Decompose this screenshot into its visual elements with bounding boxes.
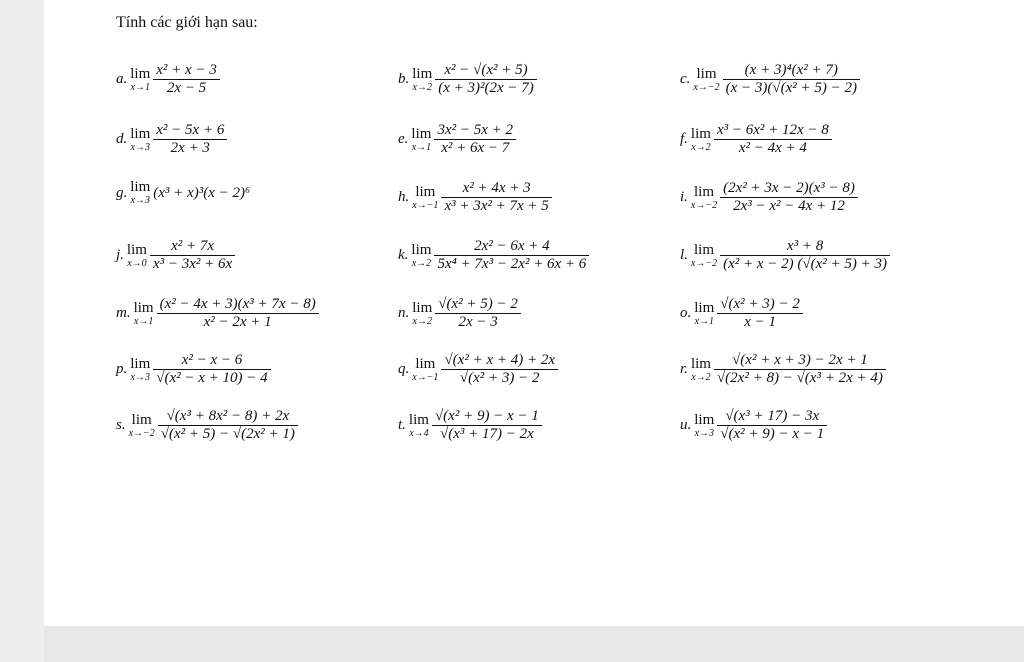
- fraction: [435, 62, 537, 97]
- limit-operator: lim x→1: [133, 299, 154, 327]
- limit-operator: lim x→3: [130, 355, 151, 383]
- fraction: [150, 238, 235, 273]
- limit-problem-r: [680, 352, 886, 387]
- numerator: x² − 5x + 6: [156, 122, 225, 138]
- limit-approach: x→1: [133, 315, 154, 327]
- limit-approach: x→−2: [690, 199, 718, 211]
- limit-approach: x→3: [130, 371, 150, 383]
- limit-operator: lim x→0: [126, 241, 147, 269]
- numerator: x² + 7x: [171, 238, 215, 254]
- numerator: x² + x − 3: [156, 62, 217, 78]
- limit-problem-o: [680, 296, 803, 331]
- limit-problem-i: [680, 180, 858, 215]
- denominator: x² − 2x + 1: [203, 314, 272, 330]
- problem-label: t.: [398, 417, 406, 433]
- problem-label: g.: [116, 184, 128, 201]
- limit-operator: lim x→4: [408, 411, 429, 439]
- limit-operator: lim x→2: [690, 355, 711, 383]
- fraction: [717, 296, 803, 331]
- denominator: √(x² + 3) − 2: [459, 370, 540, 386]
- limit-operator: lim x→2: [411, 241, 432, 269]
- numerator: √(x³ + 8x² − 8) + 2x: [166, 408, 290, 424]
- fraction: [153, 122, 227, 157]
- numerator: 2x² − 6x + 4: [474, 238, 550, 254]
- limit-operator: lim x→−1: [412, 355, 439, 383]
- limit-operator: lim x→3: [694, 411, 715, 439]
- limit-approach: x→2: [691, 371, 711, 383]
- limit-approach: x→2: [411, 257, 432, 269]
- limit-problem-g: [116, 180, 250, 206]
- limit-problem-s: [116, 408, 298, 443]
- problem-label: n.: [398, 305, 410, 321]
- fraction: [435, 296, 521, 331]
- numerator: √(x² + x + 4) + 2x: [444, 352, 555, 368]
- limit-operator: lim x→1: [130, 65, 151, 93]
- numerator: (x² − 4x + 3)(x³ + 7x − 8): [159, 296, 316, 312]
- limit-problem-c: [680, 62, 860, 97]
- limit-problem-q: [398, 352, 558, 387]
- denominator: √(x³ + 17) − 2x: [440, 426, 534, 442]
- problem-label: m.: [116, 305, 131, 321]
- fraction: [720, 180, 858, 215]
- fraction: [714, 122, 832, 157]
- limit-approach: x→−1: [412, 199, 439, 211]
- limit-approach: x→3: [130, 141, 150, 153]
- problem-label: i.: [680, 189, 688, 205]
- limit-approach: x→−1: [412, 371, 439, 383]
- limit-operator: lim x→−2: [690, 183, 718, 211]
- numerator: x² − √(x² + 5): [444, 62, 528, 78]
- denominator: √(x² + 5) − √(2x² + 1): [160, 426, 295, 442]
- limit-approach: x→1: [694, 315, 714, 327]
- limit-problem-d: [116, 122, 227, 157]
- page-bottom-edge: [44, 626, 1024, 662]
- fraction: [723, 62, 860, 97]
- fraction: [720, 238, 890, 273]
- limit-approach: x→0: [127, 257, 147, 269]
- numerator: √(x² + 5) − 2: [438, 296, 518, 312]
- denominator: x − 1: [744, 314, 776, 330]
- limit-approach: x→2: [412, 315, 432, 327]
- denominator: 5x⁴ + 7x³ − 2x² + 6x + 6: [437, 256, 587, 272]
- fraction: [717, 408, 827, 443]
- denominator: x³ + 3x² + 7x + 5: [444, 198, 549, 214]
- limit-problem-t: [398, 408, 542, 443]
- fraction: [153, 352, 270, 387]
- limit-operator: lim x→−2: [128, 411, 155, 439]
- denominator: 2x + 3: [170, 140, 210, 156]
- numerator: √(x² + 9) − x − 1: [434, 408, 539, 424]
- numerator: (2x² + 3x − 2)(x³ − 8): [723, 180, 855, 196]
- limit-approach: x→−2: [690, 257, 718, 269]
- limit-approach: x→1: [411, 141, 432, 153]
- numerator: x² + 4x + 3: [462, 180, 531, 196]
- problem-label: q.: [398, 361, 410, 377]
- limit-approach: x→1: [130, 81, 150, 93]
- denominator: 2x³ − x² − 4x + 12: [733, 198, 845, 214]
- problem-label: e.: [398, 131, 409, 147]
- denominator: x² + 6x − 7: [441, 140, 510, 156]
- problem-label: p.: [116, 361, 128, 377]
- problem-label: l.: [680, 247, 688, 263]
- denominator: (x² + x − 2) (√(x² + 5) + 3): [723, 256, 888, 272]
- numerator: √(x² + x + 3) − 2x + 1: [732, 352, 868, 368]
- denominator: √(2x² + 8) − √(x³ + 2x + 4): [716, 370, 883, 386]
- fraction: [714, 352, 886, 387]
- fraction: [432, 408, 542, 443]
- problem-label: j.: [116, 247, 124, 263]
- limit-approach: x→2: [412, 81, 432, 93]
- fraction: [153, 62, 220, 97]
- fraction: [434, 238, 589, 273]
- limit-problem-p: [116, 352, 271, 387]
- limit-problem-e: [398, 122, 516, 157]
- limit-problem-a: [116, 62, 220, 97]
- limit-approach: x→−2: [128, 427, 155, 439]
- limit-problem-f: [680, 122, 832, 157]
- numerator: (x + 3)⁴(x² + 7): [744, 62, 838, 78]
- problem-label: r.: [680, 361, 688, 377]
- limit-operator: lim x→−1: [412, 183, 439, 211]
- limit-operator: lim x→3: [130, 179, 151, 206]
- limit-problem-m: [116, 296, 319, 331]
- problem-label: h.: [398, 189, 410, 205]
- limit-approach: x→3: [694, 427, 714, 439]
- problem-label: u.: [680, 417, 692, 433]
- denominator: 2x − 5: [166, 80, 207, 96]
- page-title: Tính các giới hạn sau:: [116, 14, 258, 31]
- limit-problem-b: [398, 62, 537, 97]
- fraction: [158, 408, 298, 443]
- limit-operator: lim x→−2: [690, 241, 718, 269]
- limit-operator: lim x→1: [694, 299, 715, 327]
- limit-problem-n: [398, 296, 521, 331]
- fraction: [434, 122, 516, 157]
- fraction: [157, 296, 319, 331]
- limit-problem-k: [398, 238, 589, 273]
- denominator: √(x² + 9) − x − 1: [720, 426, 825, 442]
- limit-expression: (x³ + x)³(x − 2)⁶: [153, 184, 251, 201]
- limit-operator: lim x→2: [412, 299, 433, 327]
- denominator: x³ − 3x² + 6x: [152, 256, 233, 272]
- denominator: (x + 3)²(2x − 7): [438, 80, 534, 96]
- limit-operator: lim x→2: [690, 125, 711, 153]
- numerator: √(x³ + 17) − 3x: [725, 408, 820, 424]
- fraction: [441, 180, 551, 215]
- limit-operator: lim x→3: [130, 125, 151, 153]
- limit-problem-u: [680, 408, 827, 443]
- problem-label: d.: [116, 131, 128, 147]
- denominator: (x − 3)(√(x² + 5) − 2): [725, 80, 857, 96]
- limit-problem-l: [680, 238, 890, 273]
- denominator: 2x − 3: [458, 314, 498, 330]
- numerator: x³ + 8: [786, 238, 824, 254]
- problem-label: b.: [398, 71, 410, 87]
- problem-label: a.: [116, 71, 128, 87]
- problem-label: k.: [398, 247, 409, 263]
- numerator: x³ − 6x² + 12x − 8: [716, 122, 829, 138]
- limit-approach: x→4: [409, 427, 429, 439]
- numerator: √(x² + 3) − 2: [720, 296, 800, 312]
- denominator: √(x² − x + 10) − 4: [156, 370, 268, 386]
- fraction: [441, 352, 558, 387]
- limit-problem-j: [116, 238, 235, 273]
- limit-approach: x→3: [130, 195, 150, 206]
- limit-operator: lim x→1: [411, 125, 432, 153]
- problem-label: c.: [680, 71, 691, 87]
- numerator: 3x² − 5x + 2: [437, 122, 513, 138]
- problem-label: s.: [116, 417, 126, 433]
- problem-label: f.: [680, 131, 688, 147]
- limit-operator: lim x→−2: [693, 65, 720, 93]
- limit-approach: x→−2: [693, 81, 720, 93]
- denominator: x² − 4x + 4: [738, 140, 807, 156]
- limit-approach: x→2: [691, 141, 711, 153]
- problem-label: o.: [680, 305, 692, 321]
- limit-problem-h: [398, 180, 552, 215]
- limit-operator: lim x→2: [412, 65, 433, 93]
- numerator: x² − x − 6: [181, 352, 243, 368]
